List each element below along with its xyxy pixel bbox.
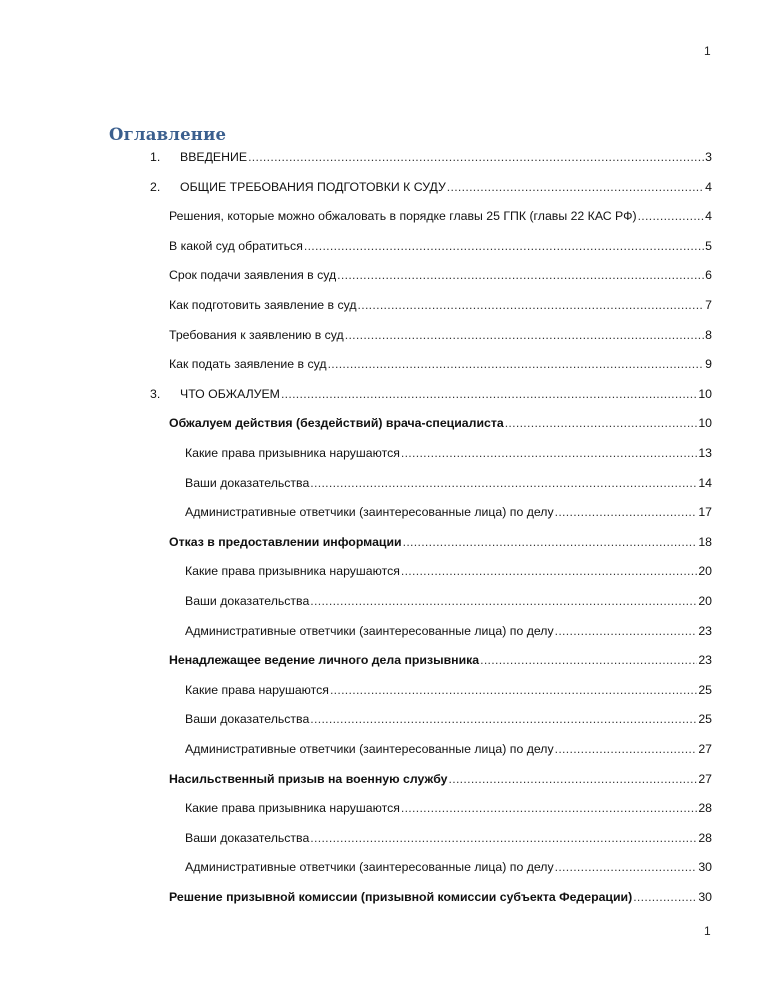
dot-leader — [555, 857, 698, 877]
toc-entry-title: Насильственный призыв на военную службу — [169, 771, 448, 786]
toc-entry-page: 23 — [698, 623, 712, 638]
dot-leader — [248, 147, 704, 167]
dot-leader — [449, 769, 698, 789]
toc-entry-title: Административные ответчики (заинтересованные лица) по делу — [185, 742, 554, 756]
dot-leader — [310, 828, 697, 848]
toc-entry-title: В какой суд обратиться — [169, 238, 303, 253]
toc-entry-title: ЧТО ОБЖАЛУЕМ — [180, 386, 280, 401]
toc-entry[interactable] — [169, 887, 712, 907]
toc-entry-page: 30 — [698, 860, 712, 875]
header-page-number: 1 — [704, 44, 711, 58]
toc-entry-title: ВВЕДЕНИЕ — [180, 150, 248, 164]
dot-leader — [447, 177, 704, 197]
toc-entry[interactable] — [169, 413, 712, 433]
toc-entry-title: Какие права призывника нарушаются — [185, 801, 400, 816]
toc-entry[interactable] — [185, 739, 712, 759]
toc-entry-page: 13 — [698, 446, 712, 460]
toc-entry-title: Срок подачи заявления в суд — [169, 268, 337, 283]
dot-leader — [328, 354, 705, 374]
toc-entry-title: Административные ответчики (заинтересованные лица) по делу — [185, 623, 554, 638]
dot-leader — [403, 532, 698, 552]
dot-leader — [401, 561, 697, 581]
toc-entry-page: 23 — [698, 653, 712, 668]
toc-entry-title: Административные ответчики (заинтересованные лица) по делу — [185, 860, 554, 875]
toc-entry-page: 10 — [698, 416, 712, 431]
toc-entry-page: 5 — [705, 238, 712, 253]
toc-entry-title: Ваши доказательства — [185, 830, 310, 845]
toc-entry-page: 20 — [698, 564, 712, 579]
toc-entry-title: Какие права призывника нарушаются — [185, 564, 400, 579]
toc-entry-title: Какие права нарушаются — [185, 682, 329, 697]
toc-entry[interactable] — [185, 561, 712, 581]
toc-entry-number: 1. — [150, 150, 161, 164]
toc-entry-page: 8 — [705, 327, 712, 342]
toc-entry-title: Ваши доказательства — [185, 594, 310, 608]
toc-entry[interactable] — [185, 798, 712, 818]
toc-entry-title: Административные ответчики (заинтересованные лица) по делу — [185, 505, 554, 520]
toc-entry-page: 6 — [705, 268, 712, 283]
toc-entry-title: Решения, которые можно обжаловать в порядке главы 25 ГПК (главы 22 КАС РФ) — [169, 209, 637, 224]
dot-leader — [281, 384, 697, 404]
toc-entry[interactable] — [169, 532, 712, 552]
dot-leader — [401, 443, 697, 463]
toc-entry[interactable] — [185, 502, 712, 522]
toc-entry-page: 10 — [698, 386, 712, 401]
toc-entry[interactable] — [169, 236, 712, 256]
dot-leader — [505, 413, 698, 433]
toc-entry[interactable] — [169, 265, 712, 285]
toc-entry-page: 17 — [698, 505, 712, 520]
toc-entry-title: Требования к заявлению в суд — [169, 327, 344, 342]
dot-leader — [330, 680, 697, 700]
dot-leader — [555, 502, 698, 522]
dot-leader — [633, 887, 697, 907]
toc-entry[interactable] — [169, 206, 712, 226]
toc-entry-page: 27 — [698, 742, 712, 756]
toc-entry-title: Обжалуем действия (бездействий) врача-специалиста — [169, 416, 504, 431]
toc-entry[interactable] — [185, 680, 712, 700]
toc-entry[interactable] — [169, 325, 712, 345]
dot-leader — [638, 206, 705, 226]
dot-leader — [555, 621, 698, 641]
toc-entry-page: 4 — [705, 179, 712, 194]
toc-entry-number: 2. — [150, 179, 161, 194]
toc-entry-title: Ваши доказательства — [185, 475, 310, 490]
toc-entry-page: 30 — [698, 890, 712, 904]
toc-entry[interactable] — [169, 769, 712, 789]
dot-leader — [480, 650, 697, 670]
toc-entry-page: 7 — [705, 298, 712, 312]
toc-entry[interactable] — [185, 828, 712, 848]
toc-entry[interactable] — [169, 650, 712, 670]
toc-entry[interactable] — [185, 591, 712, 611]
dot-leader — [358, 295, 705, 315]
dot-leader — [310, 473, 697, 493]
dot-leader — [310, 709, 697, 729]
toc-entry-title: Как подать заявление в суд — [169, 357, 327, 372]
toc-entry-page: 9 — [705, 357, 712, 372]
toc-entry[interactable] — [185, 857, 712, 877]
dot-leader — [555, 739, 698, 759]
toc-entry-page: 18 — [698, 534, 712, 549]
toc-entry[interactable] — [185, 709, 712, 729]
toc-entry-title: Какие права призывника нарушаются — [185, 446, 400, 460]
toc-entry-page: 25 — [698, 682, 712, 697]
dot-leader — [304, 236, 704, 256]
toc-entry[interactable] — [169, 354, 712, 374]
toc-entry-title: Ваши доказательства — [185, 712, 310, 727]
toc-entry[interactable] — [150, 147, 712, 167]
toc-entry[interactable] — [150, 384, 712, 404]
toc-entry-title: Ненадлежащее ведение личного дела призывника — [169, 653, 480, 668]
toc-entry-page: 28 — [698, 801, 712, 816]
toc-entry[interactable] — [185, 473, 712, 493]
footer-page-number: 1 — [704, 924, 711, 938]
toc-entry-page: 28 — [698, 830, 712, 845]
toc-heading: Оглавление — [109, 125, 227, 144]
toc-entry[interactable] — [169, 295, 712, 315]
toc-entry[interactable] — [150, 177, 712, 197]
toc-entry-page: 27 — [698, 771, 712, 786]
toc-entry-page: 25 — [698, 712, 712, 727]
toc-entry-page: 14 — [698, 475, 712, 490]
toc-entry-page: 20 — [698, 594, 712, 608]
toc-entry-number: 3. — [150, 386, 161, 401]
toc-entry-page: 4 — [705, 209, 712, 224]
toc-entry-title: ОБЩИЕ ТРЕБОВАНИЯ ПОДГОТОВКИ К СУДУ — [180, 179, 446, 194]
toc-entry-title: Решение призывной комиссии (призывной комиссии субъекта Федерации) — [169, 890, 633, 904]
toc-entry[interactable] — [185, 621, 712, 641]
toc-entry[interactable] — [185, 443, 712, 463]
dot-leader — [310, 591, 697, 611]
toc-entry-title: Отказ в предоставлении информации — [169, 534, 402, 549]
dot-leader — [345, 325, 704, 345]
dot-leader — [337, 265, 704, 285]
toc-entry-title: Как подготовить заявление в суд — [169, 298, 357, 312]
toc-entry-page: 3 — [705, 150, 712, 164]
dot-leader — [401, 798, 697, 818]
